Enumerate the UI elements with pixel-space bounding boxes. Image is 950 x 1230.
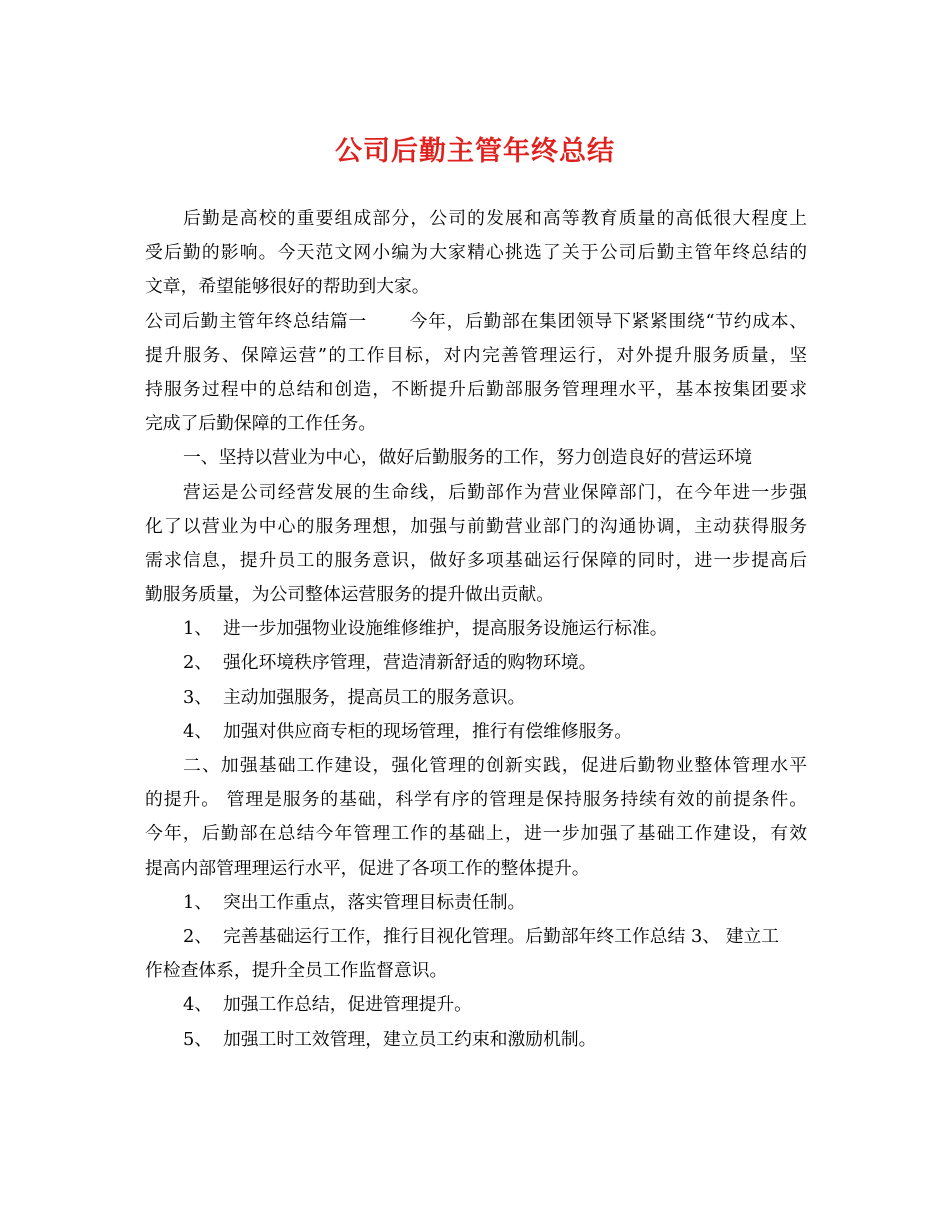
list-item — [145, 646, 807, 680]
list-text: 加强工作总结，促进管理提升。 — [223, 994, 472, 1016]
paragraph-line: 今年，后勤部在总结今年管理工作的基础上，进一步加强了基础工作建设，有效 — [145, 823, 807, 845]
list-item — [145, 612, 807, 646]
paragraph-line: 后勤是高校的重要组成部分，公司的发展和高等教育质量的高低很大程度上 — [183, 208, 807, 229]
list-number: 5、 — [183, 1028, 213, 1050]
paragraph-line: 受后勤的影响。今天范文网小编为大家精心挑选了关于公司后勤主管年终总结的 — [145, 242, 807, 264]
paragraph-line: 勤服务质量，为公司整体运营服务的提升做出贡献。 — [145, 584, 554, 606]
list-number: 4、 — [183, 994, 213, 1016]
list-item — [145, 920, 807, 954]
paragraph-text: 今年，后勤部在集团领导下紧紧围绕“节约成本、 — [408, 310, 807, 332]
list-number: 1、 — [183, 618, 213, 640]
list-number: 2、 — [183, 652, 213, 674]
list-item — [145, 681, 807, 715]
list-item — [145, 715, 807, 749]
heading-line: 二、加强基础工作建设，强化管理的创新实践，促进后勤物业整体管理水平 — [183, 755, 807, 776]
paragraph-line: 提升服务、保障运营”的工作目标，对内完善管理运行，对外提升服务质量，坚 — [145, 344, 807, 366]
paragraph-line: 的提升。 管理是服务的基础，科学有序的管理是保持服务持续有效的前提条件。 — [145, 789, 807, 811]
paragraph-line: 完成了后勤保障的工作任务。 — [145, 413, 377, 435]
paragraph-line: 提高内部管理理运行水平，促进了各项工作的整体提升。 — [145, 857, 590, 879]
heading-line: 一、坚持以营业为中心，做好后勤服务的工作，努力创造良好的营运环境 — [183, 447, 753, 469]
section-heading: 公司后勤主管年终总结篇一 — [145, 310, 367, 332]
paragraph-line: 需求信息，提升员工的服务意识，做好多项基础运行保障的同时，进一步提高后 — [145, 549, 807, 571]
list-text: 进一步加强物业设施维修维护，提高服务设施运行标准。 — [223, 618, 668, 640]
list-item — [145, 886, 807, 920]
list-item — [145, 988, 807, 1022]
list-number: 2、 — [183, 925, 213, 947]
paragraph-line: 持服务过程中的总结和创造，不断提升后勤部服务管理理水平，基本按集团要求 — [145, 378, 807, 400]
list-text: 完善基础运行工作，推行目视化管理。后勤部年终工作总结 3、 建立工 — [223, 925, 780, 947]
list-item — [145, 1023, 807, 1057]
paragraph-line: 文章，希望能够很好的帮助到大家。 — [145, 276, 430, 298]
list-text: 主动加强服务，提高员工的服务意识。 — [223, 686, 526, 708]
page-title: 公司后勤主管年终总结 — [335, 136, 615, 167]
document-body — [145, 202, 807, 1057]
paragraph-line: 化了以营业为中心的服务理想，加强与前勤营业部门的沟通协调，主动获得服务 — [145, 515, 807, 537]
paragraph-line: 营运是公司经营发展的生命线，后勤部作为营业保障部门，在今年进一步强 — [183, 481, 807, 503]
list-text: 突出工作重点，落实管理目标责任制。 — [223, 891, 526, 913]
list-number: 3、 — [183, 686, 213, 708]
list-text: 加强对供应商专柜的现场管理，推行有偿维修服务。 — [223, 720, 632, 742]
list-number: 1、 — [183, 891, 213, 913]
paragraph-line — [145, 305, 807, 339]
paragraph-line: 作检查体系，提升全员工作监督意识。 — [145, 960, 448, 982]
list-text: 强化环境秩序管理，营造清新舒适的购物环境。 — [223, 652, 597, 674]
list-text: 加强工时工效管理，建立员工约束和激励机制。 — [223, 1028, 597, 1050]
list-number: 4、 — [183, 720, 213, 742]
